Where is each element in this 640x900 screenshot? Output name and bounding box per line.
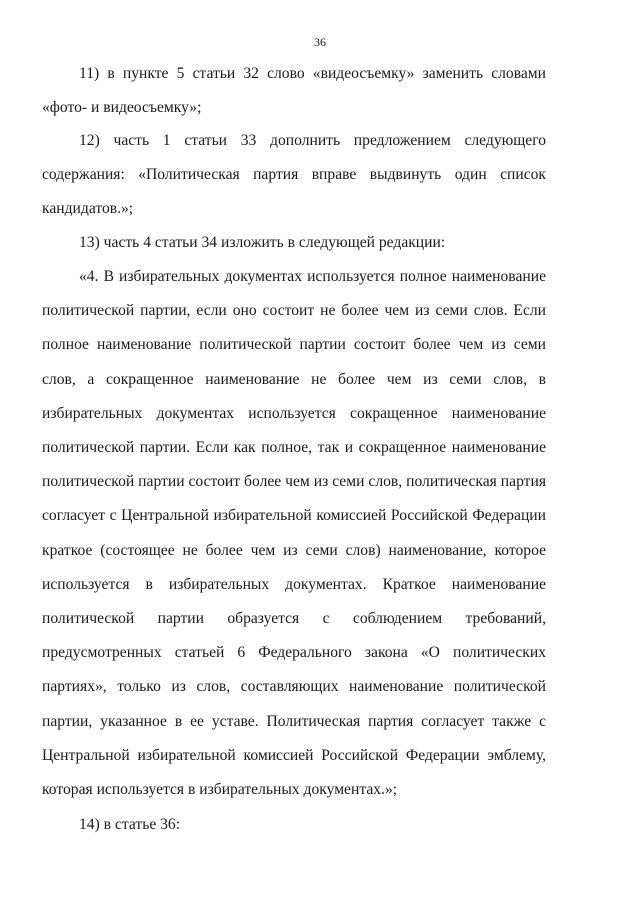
paragraph-item-13: 13) часть 4 статьи 34 изложить в следующей редакции: bbox=[79, 234, 446, 251]
page-number: 36 bbox=[314, 35, 326, 49]
paragraph-item-14: 14) в статье 36: bbox=[79, 816, 181, 833]
paragraph-item-11: 11) в пункте 5 статьи 32 слово «видеосъемку» заменить словами «фото- и видеосъемку»; bbox=[42, 65, 546, 117]
paragraph-item-12: 12) часть 1 статьи 33 дополнить предложением следующего содержания: «Политическая партия вправе выдвинуть один список кандидатов.»; bbox=[42, 132, 546, 218]
paragraph-quoted-article-4: «4. В избирательных документах используется полное наименование политической партии, если оно состоит не более чем из семи слов. Если полное наименование политической партии состоит более чем из семи слов, а сокращенное наименование не более чем из семи слов, в избирательных документах используется сокращенное наименование политической партии. Если как полное, так и сокращенное наименование политической партии состоит более чем из семи слов, политическая партия согласует с Центральной избирательной комиссией Российской Федерации краткое (состоящее не более чем из семи слов) наименование, которое используется в избирательных документах. Краткое наименование политической партии образуется с соблюдением требований, предусмотренных статьей 6 Федерального закона «О политических партиях», только из слов, составляющих наименование политической партии, указанное в ее уставе. Политическая партия согласует также с Центральной избирательной комиссией Российской Федерации эмблему, которая используется в избирательных документах.»; bbox=[42, 268, 546, 799]
